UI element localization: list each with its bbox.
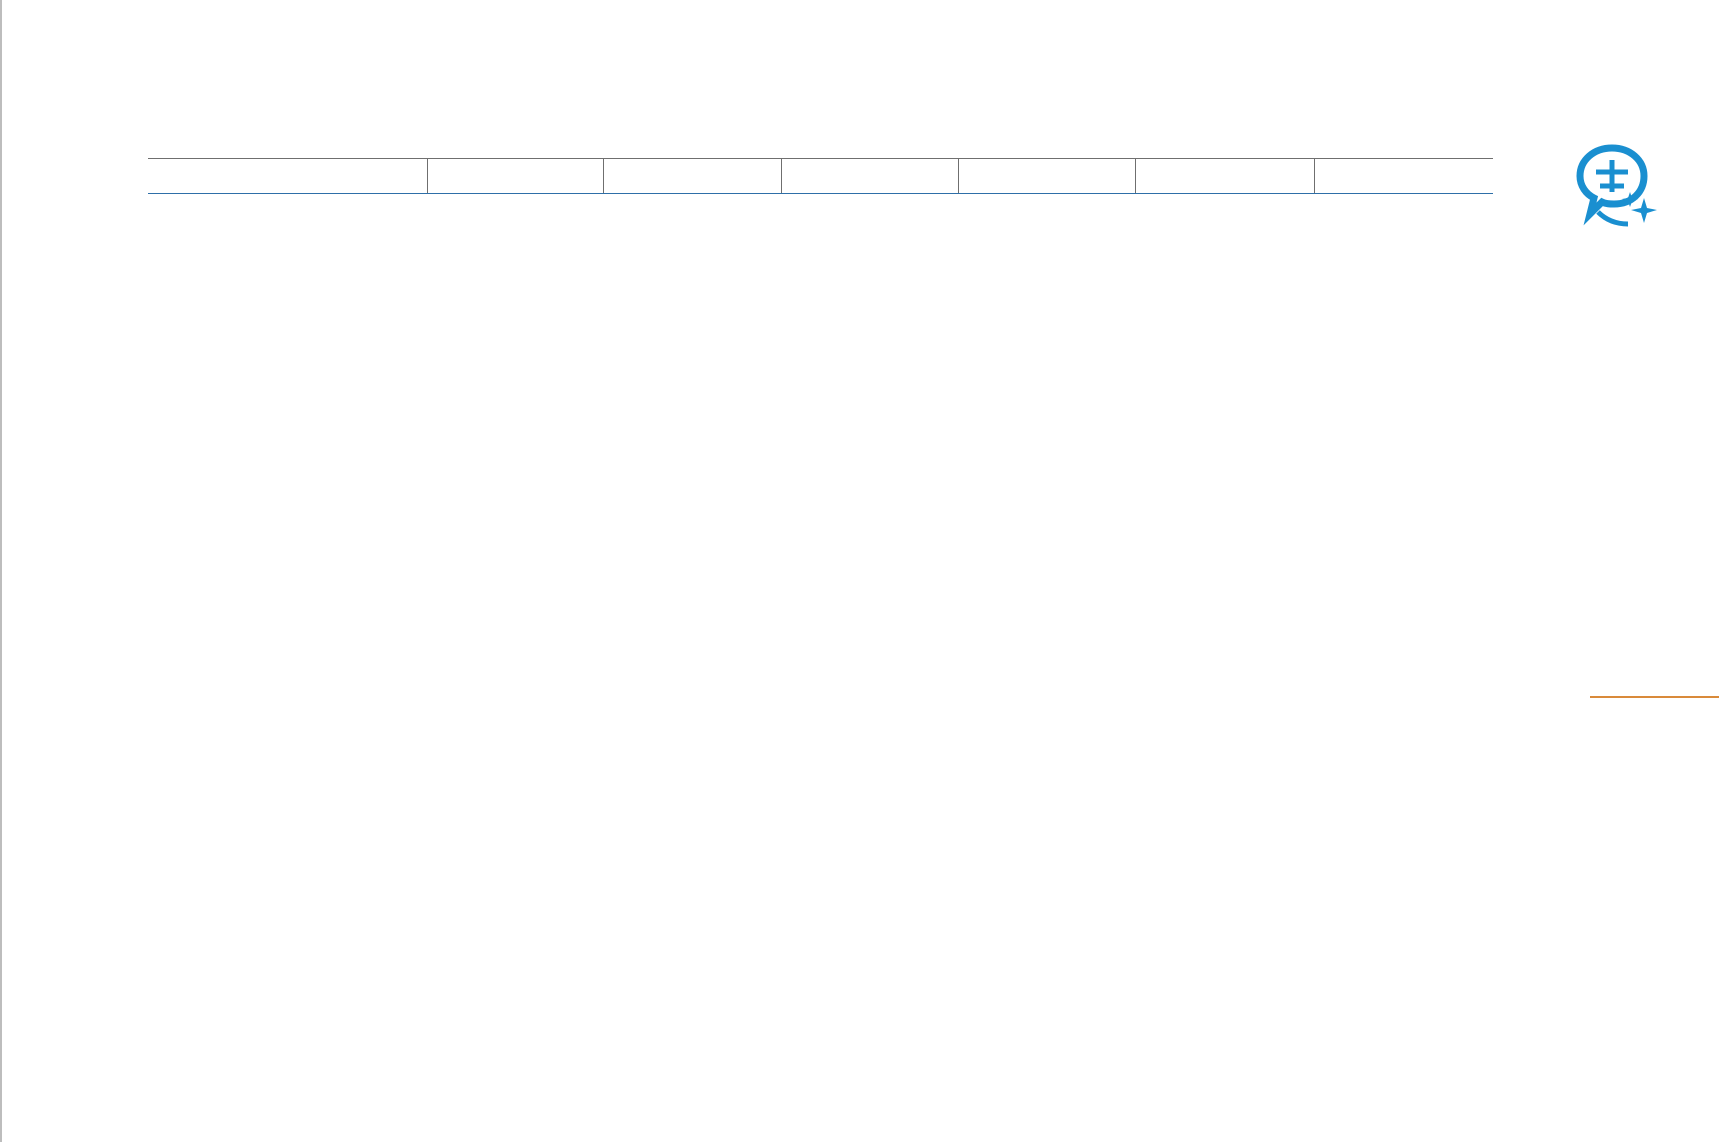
scheme-number-cell xyxy=(958,159,1135,194)
brand-name xyxy=(1596,258,1636,448)
scheme-number-label xyxy=(148,159,427,194)
scheme-number-cell xyxy=(1135,159,1314,194)
side-divider xyxy=(1590,696,1719,698)
left-margin-rule xyxy=(0,0,2,1142)
page-label xyxy=(58,4,88,64)
brand-emblem-icon xyxy=(1572,142,1667,262)
scheme-number-cell xyxy=(427,159,603,194)
scheme-number-cell xyxy=(603,159,781,194)
scheme-number-row xyxy=(148,159,1493,194)
scheme-number-cell xyxy=(781,159,958,194)
scheme-number-cell xyxy=(1314,159,1493,194)
component-table xyxy=(148,158,1493,194)
side-title xyxy=(1590,706,1650,906)
